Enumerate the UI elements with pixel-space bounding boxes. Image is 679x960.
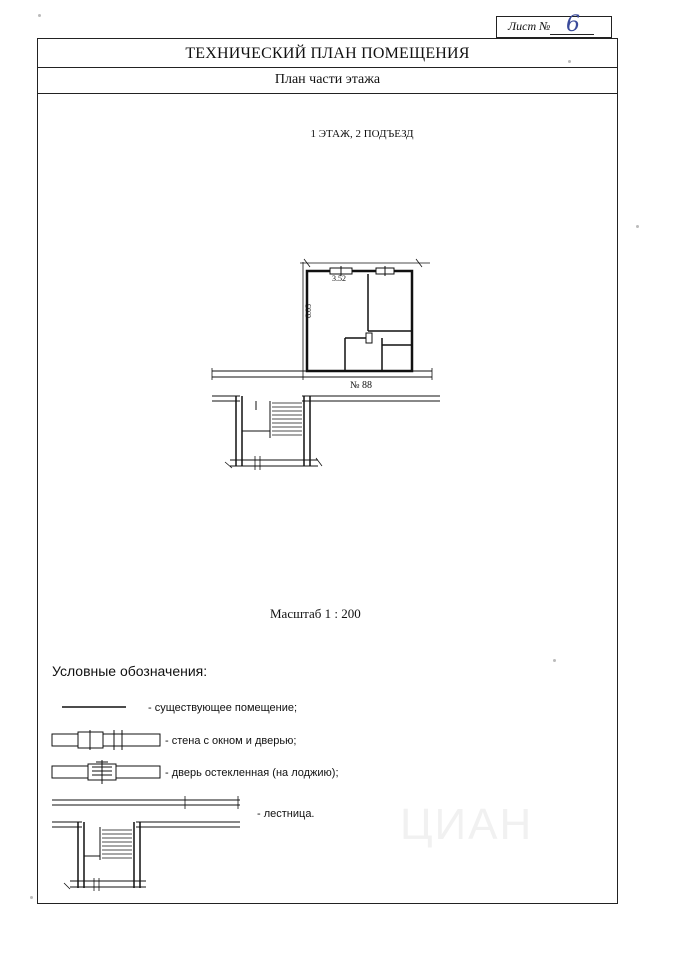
legend-item-staircase: - лестница. [257, 808, 315, 820]
legend-symbol-staircase [52, 822, 240, 891]
scan-speck [636, 225, 639, 228]
document-subtitle: План части этажа [274, 72, 381, 87]
legend-item-existing-room: - существующее помещение; [148, 702, 298, 714]
width-dimension: 3.52 [332, 274, 346, 283]
floor-caption: 1 ЭТАЖ, 2 ПОДЪЕЗД [310, 128, 414, 140]
legend-title: Условные обозначения: [52, 663, 208, 679]
scan-speck [553, 659, 556, 662]
document-title: ТЕХНИЧЕСКИЙ ПЛАН ПОМЕЩЕНИЯ [185, 45, 470, 62]
scan-speck [38, 14, 41, 17]
scan-speck [30, 896, 33, 899]
legend-symbol-wall-window-door [52, 730, 160, 750]
legend-symbol-exterior-wall [52, 796, 240, 809]
legend-item-glazed-door: - дверь остекленная (на лоджию); [165, 767, 339, 779]
legend-symbol-glazed-door [52, 760, 160, 784]
sheet-number-label: Лист № [508, 19, 551, 33]
sheet-number-value: 6 [566, 12, 580, 37]
scan-speck [568, 60, 571, 63]
scale-label: Масштаб 1 : 200 [270, 606, 361, 621]
length-dimension: 6.05 [304, 304, 313, 318]
watermark: ЦИАН [400, 800, 534, 849]
apartment-label: № 88 [350, 380, 373, 391]
legend-item-wall-window-door: - стена с окном и дверью; [165, 735, 297, 747]
